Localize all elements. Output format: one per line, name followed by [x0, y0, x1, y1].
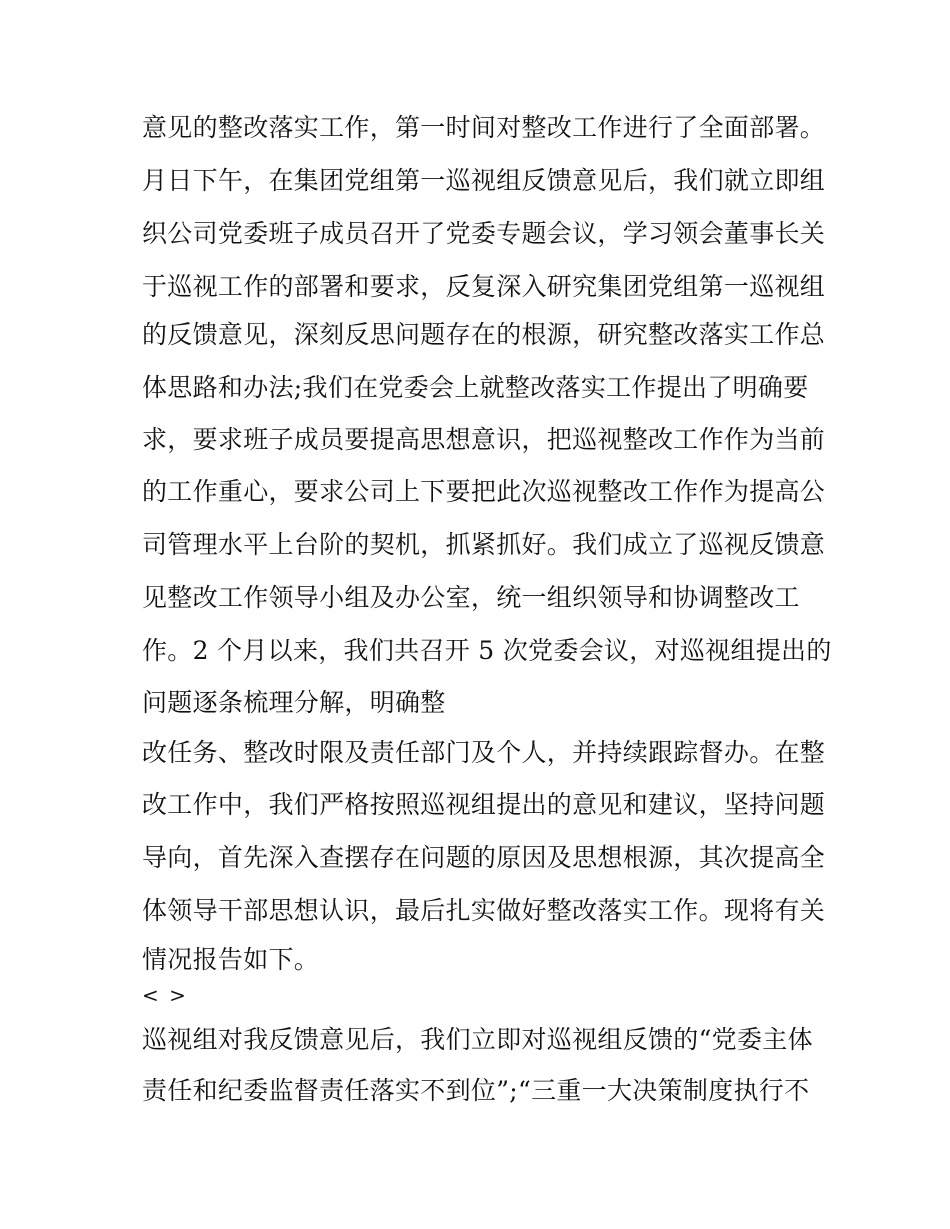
text-line: 的反馈意见，深刻反思问题存在的根源，研究整改落实工作总: [142, 320, 826, 349]
text-line: 巡视组对我反馈意见后，我们立即对巡视组反馈的“党委主体: [142, 1025, 813, 1054]
text-line: 情况报告如下。: [142, 945, 320, 974]
text-line: 意见的整改落实工作，第一时间对整改工作进行了全面部署。: [142, 113, 826, 142]
text-line: 司管理水平上台阶的契机，抓紧抓好。我们成立了巡视反馈意: [142, 530, 826, 559]
text-line: 体领导干部思想认识，最后扎实做好整改落实工作。现将有关: [142, 896, 826, 925]
text-line: 导向，首先深入查摆存在问题的原因及思想根源，其次提高全: [142, 843, 826, 872]
text-line: 于巡视工作的部署和要求，反复深入研究集团党组第一巡视组: [142, 272, 826, 301]
text-line: 作。2 个月以来，我们共召开 5 次党委会议，对巡视组提出的: [142, 636, 832, 665]
text-line: 改工作中，我们严格按照巡视组提出的意见和建议，坚持问题: [142, 790, 826, 819]
text-line: 责任和纪委监督责任落实不到位”;“三重一大决策制度执行不: [142, 1076, 810, 1105]
text-line: 改任务、整改时限及责任部门及个人，并持续跟踪督办。在整: [142, 738, 826, 767]
text-line: 体思路和办法;我们在党委会上就整改落实工作提出了明确要: [142, 373, 809, 402]
section-marker: < >: [142, 983, 188, 1007]
text-line: 问题逐条梳理分解，明确整: [142, 688, 446, 717]
text-line: 求，要求班子成员要提高思想意识，把巡视整改工作作为当前: [142, 425, 826, 454]
text-line: 月日下午，在集团党组第一巡视组反馈意见后，我们就立即组: [142, 166, 826, 195]
text-line: 的工作重心，要求公司上下要把此次巡视整改工作作为提高公: [142, 477, 826, 506]
text-line: 见整改工作领导小组及办公室，统一组织领导和协调整改工: [142, 583, 800, 612]
text-line: 织公司党委班子成员召开了党委专题会议，学习领会董事长关: [142, 219, 826, 248]
